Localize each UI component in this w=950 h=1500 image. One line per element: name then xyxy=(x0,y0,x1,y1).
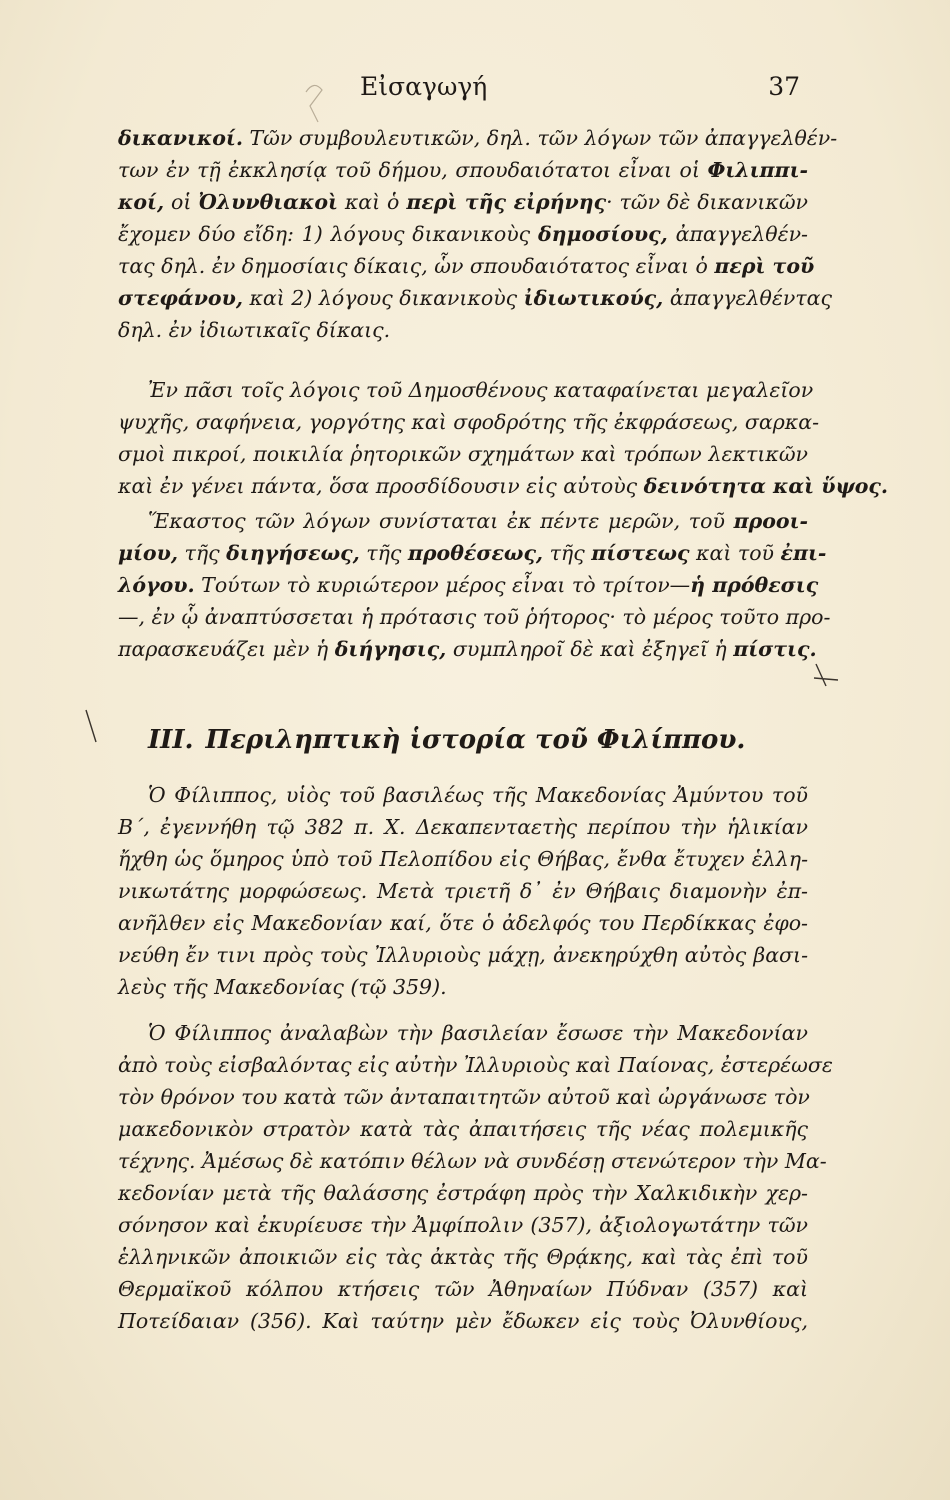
text-line: σόνησον καὶ ἐκυρίευσε τὴν Ἀμφίπολιν (357), ἀξιολογωτάτην τῶν xyxy=(118,1213,808,1237)
text-line: τὸν θρόνον του κατὰ τῶν ἀνταπαιτητῶν αὐτοῦ καὶ ὠργάνωσε τὸν xyxy=(118,1085,810,1109)
section-numeral: III. xyxy=(148,725,194,755)
text-line: Ὁ Φίλιππος, υἱὸς τοῦ βασιλέως τῆς Μακεδονίας Ἀμύντου τοῦ xyxy=(148,783,808,807)
text-line: Ποτείδαιαν (356). Καὶ ταύτην μὲν ἔδωκεν εἰς τοὺς Ὀλυνθίους, xyxy=(118,1309,808,1333)
text-line: —, ἐν ᾧ ἀναπτύσσεται ἡ πρότασις τοῦ ῥήτορος· τὸ μέρος τοῦτο προ- xyxy=(118,605,831,629)
page-header xyxy=(120,72,800,112)
pencil-scribble-icon xyxy=(300,78,330,128)
text-line: Ἐν πᾶσι τοῖς λόγοις τοῦ Δημοσθένους καταφαίνεται μεγαλεῖον xyxy=(148,378,814,402)
text-line: στεφάνου, καὶ 2) λόγους δικανικοὺς ἰδιωτικούς, ἀπαγγελθέντας xyxy=(118,286,832,310)
text-line: των ἐν τῇ ἐκκλησίᾳ τοῦ δήμου, σπουδαιότατοι εἶναι οἱ Φιλιππι- xyxy=(118,158,808,182)
text-line: Θερμαϊκοῦ κόλπου κτήσεις τῶν Ἀθηναίων Πύδναν (357) καὶ xyxy=(118,1277,808,1301)
text-line: κοί, οἱ Ὀλυνθιακοὶ καὶ ὁ περὶ τῆς εἰρήνης· τῶν δὲ δικανικῶν xyxy=(118,190,808,214)
text-line: σμοὶ πικροί, ποικιλία ῥητορικῶν σχημάτων καὶ τρόπων λεκτικῶν xyxy=(118,442,808,466)
text-line: Ἕκαστος τῶν λόγων συνίσταται ἐκ πέντε μερῶν, τοῦ προοι- xyxy=(148,509,808,533)
text-line: δικανικοί. Τῶν συμβουλευτικῶν, δηλ. τῶν λόγων τῶν ἀπαγγελθέν- xyxy=(118,126,838,150)
margin-tick-icon xyxy=(82,708,102,748)
margin-mark-icon xyxy=(812,660,842,710)
text-line: κεδονίαν μετὰ τῆς θαλάσσης ἐστράφη πρὸς τὴν Χαλκιδικὴν χερ- xyxy=(118,1181,808,1205)
text-line: λεὺς τῆς Μακεδονίας (τῷ 359). xyxy=(118,975,447,999)
text-line: Ὁ Φίλιππος ἀναλαβὼν τὴν βασιλείαν ἔσωσε τὴν Μακεδονίαν xyxy=(148,1021,808,1045)
text-line: ἤχθη ὡς ὅμηρος ὑπὸ τοῦ Πελοπίδου εἰς Θήβας, ἔνθα ἔτυχεν ἑλλη- xyxy=(118,847,808,871)
text-line: τέχνης. Ἀμέσως δὲ κατόπιν θέλων νὰ συνδέσῃ στενώτερον τὴν Μα- xyxy=(118,1149,827,1173)
running-title: Εἰσαγωγή xyxy=(360,72,488,101)
text-line: μίου, τῆς διηγήσεως, τῆς προθέσεως, τῆς πίστεως καὶ τοῦ ἐπι- xyxy=(118,541,827,565)
text-line: νεύθη ἔν τινι πρὸς τοὺς Ἰλλυριοὺς μάχῃ, ἀνεκηρύχθη αὐτὸς βασι- xyxy=(118,943,808,967)
text-line: Β΄, ἐγεννήθη τῷ 382 π. Χ. Δεκαπενταετὴς περίπου τὴν ἡλικίαν xyxy=(118,815,808,839)
text-line: ψυχῆς, σαφήνεια, γοργότης καὶ σφοδρότης τῆς ἐκφράσεως, σαρκα- xyxy=(118,410,819,434)
text-line: μακεδονικὸν στρατὸν κατὰ τὰς ἀπαιτήσεις τῆς νέας πολεμικῆς xyxy=(118,1117,808,1141)
text-line: καὶ ἐν γένει πάντα, ὅσα προσδίδουσιν εἰς αὐτοὺς δεινότητα καὶ ὕψος. xyxy=(118,474,889,498)
page-number: 37 xyxy=(768,72,800,101)
text-line: παρασκευάζει μὲν ἡ διήγησις, συμπληροῖ δὲ καὶ ἐξηγεῖ ἡ πίστις. xyxy=(118,637,817,661)
parts-paragraph xyxy=(118,505,831,665)
philip-paragraph-2 xyxy=(118,1017,833,1337)
text-line: λόγου. Τούτων τὸ κυριώτερον μέρος εἶναι τὸ τρίτον—ἡ πρόθεσις xyxy=(118,573,819,597)
philip-paragraph-1 xyxy=(118,779,808,1003)
section-title: Περιληπτικὴ ἱστορία τοῦ Φιλίππου. xyxy=(205,725,746,755)
text-line: ανῆλθεν εἰς Μακεδονίαν καί, ὅτε ὁ ἀδελφός του Περδίκκας ἐφο- xyxy=(118,911,808,935)
text-line: νικωτάτης μορφώσεως. Μετὰ τριετῆ δ᾽ ἐν Θήβαις διαμονὴν ἐπ- xyxy=(118,879,808,903)
text-line: ἔχομεν δύο εἴδη: 1) λόγους δικανικοὺς δημοσίους, ἀπαγγελθέν- xyxy=(118,222,808,246)
style-paragraph xyxy=(118,374,889,502)
text-line: ἀπὸ τοὺς εἰσβαλόντας εἰς αὐτὴν Ἰλλυριοὺς καὶ Παίονας, ἐστερέωσε xyxy=(118,1053,833,1077)
section-heading xyxy=(148,722,788,758)
text-line: ἑλληνικῶν ἀποικιῶν εἰς τὰς ἀκτὰς τῆς Θρᾴκης, καὶ τὰς ἐπὶ τοῦ xyxy=(118,1245,808,1269)
text-line: τας δηλ. ἐν δημοσίαις δίκαις, ὧν σπουδαιότατος εἶναι ὁ περὶ τοῦ xyxy=(118,254,815,278)
intro-paragraph xyxy=(118,122,838,346)
text-line: δηλ. ἐν ἰδιωτικαῖς δίκαις. xyxy=(118,318,391,342)
